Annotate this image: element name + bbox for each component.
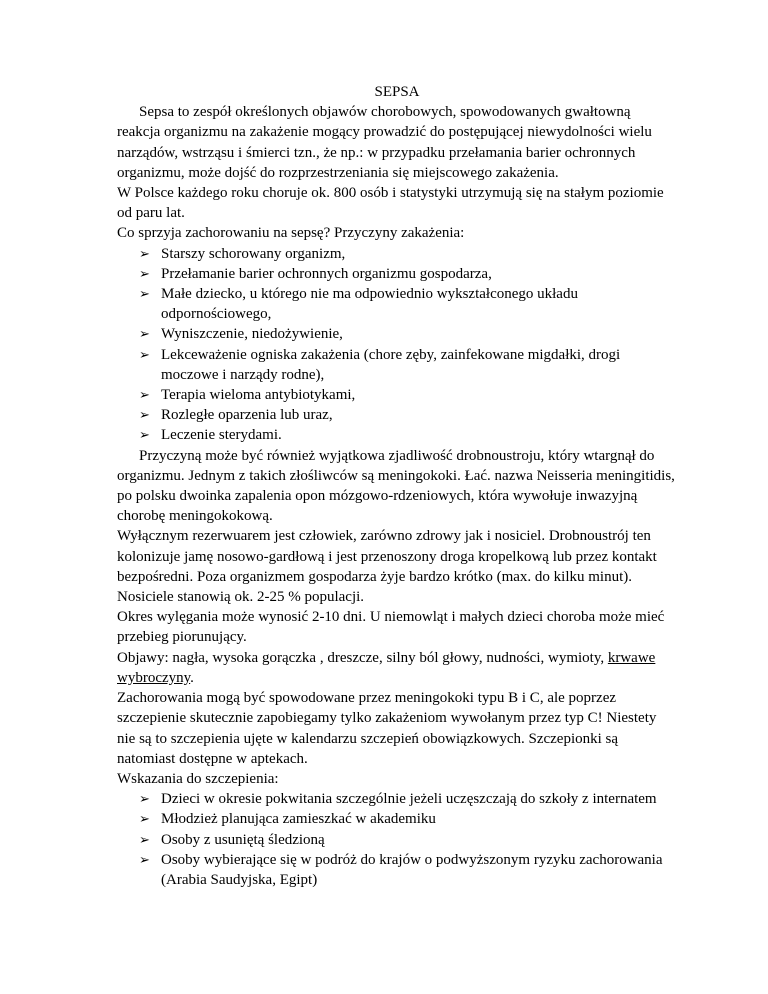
symptoms-text: Objawy: nagła, wysoka gorączka , dreszcze, silny ból głowy, nudności, wymioty, [117, 649, 608, 666]
arrow-bullet-icon: ➢ [139, 851, 150, 867]
list-item [139, 789, 677, 809]
indications-list [117, 789, 677, 890]
list-item [139, 809, 677, 829]
reservoir-paragraph: Wyłącznym rezerwuarem jest człowiek, zarówno zdrowy jak i nosiciel. Drobnoustrój ten kolonizuje jamę nosowo-gardłową i jest przenoszony droga kropelkową lub przez kontakt bezpośredni. Poza organizmem gospodarza żyje bardzo krótko (max. do kilku minut). [117, 528, 657, 585]
list-item-text: Dzieci w okresie pokwitania szczególnie jeżeli uczęszczają do szkoły z internatem [161, 791, 657, 808]
arrow-bullet-icon: ➢ [139, 811, 150, 827]
list-item-text: Osoby wybierające się w podróż do krajów o podwyższonym ryzyku zachorowania (Arabia Saudyjska, Egipt) [161, 851, 663, 888]
symptoms-paragraph [117, 648, 677, 688]
indications-title: Wskazania do szczepienia: [117, 770, 279, 787]
arrow-bullet-icon: ➢ [139, 286, 150, 302]
causes-list [117, 244, 677, 446]
list-item [139, 244, 677, 264]
list-item-text: Małe dziecko, u którego nie ma odpowiednio wykształconego układu odpornościowego, [161, 286, 578, 323]
arrow-bullet-icon: ➢ [139, 791, 150, 807]
list-item-text: Starszy schorowany organizm, [161, 245, 346, 262]
list-item-text: Wyniszczenie, niedożywienie, [161, 326, 343, 343]
virulence-paragraph: Przyczyną może być również wyjątkowa zjadliwość drobnoustroju, który wtargnął do organizmu. Jednym z takich złośliwców są meningokoki. Łać. nazwa Neisseria meningitidis, po polsku dwoinka zapalenia opon mózgowo-rdzeniowych, która wywołuje inwazyjną chorobę meningokokową. [117, 447, 675, 525]
arrow-bullet-icon: ➢ [139, 245, 150, 261]
arrow-bullet-icon: ➢ [139, 346, 150, 362]
list-item-text: Terapia wieloma antybiotykami, [161, 387, 356, 404]
list-item-text: Leczenie sterydami. [161, 427, 282, 444]
intro-paragraph: Sepsa to zespół określonych objawów chorobowych, spowodowanych gwałtowną reakcja organizmu na zakażenie mogący prowadzić do postępującej niewydolności wielu narządów, wstrząsu i śmierci tzn., że np.: w przypadku przełamania barier ochronnych organizmu, może dojść do rozprzestrzeniania się miejscowego zakażenia. [117, 104, 652, 181]
list-item [139, 850, 677, 890]
arrow-bullet-icon: ➢ [139, 831, 150, 847]
incubation-paragraph: Okres wylęgania może wynosić 2-10 dni. U niemowląt i małych dzieci choroba może mieć przebieg piorunujący. [117, 609, 665, 646]
statistics-paragraph: W Polsce każdego roku choruje ok. 800 osób i statystyki utrzymują się na stałym poziomie od paru lat. [117, 185, 664, 222]
list-item-text: Osoby z usuniętą śledzioną [161, 831, 325, 848]
arrow-bullet-icon: ➢ [139, 265, 150, 281]
symptoms-underlined-text: krwawe wybroczyny [117, 649, 656, 686]
list-item-text: Młodzież planująca zamieszkać w akademiku [161, 811, 436, 828]
list-item [139, 405, 677, 425]
list-item-text: Lekceważenie ogniska zakażenia (chore zęby, zainfekowane migdałki, drogi moczowe i narządy rodne), [161, 346, 621, 383]
arrow-bullet-icon: ➢ [139, 387, 150, 403]
vaccination-paragraph: Zachorowania mogą być spowodowane przez meningokoki typu B i C, ale poprzez szczepienie skutecznie zapobiegamy tylko zakażeniom wywołanym przez typ C! Niestety nie są to szczepienia ujęte w kalendarzu szczepień obowiązkowych. Szczepionki są natomiast dostępne w aptekach. [117, 690, 657, 767]
list-item-text: Przełamanie barier ochronnych organizmu gospodarza, [161, 265, 492, 282]
list-item-text: Rozległe oparzenia lub uraz, [161, 407, 333, 424]
carriers-paragraph: Nosiciele stanowią ok. 2-25 % populacji. [117, 589, 365, 606]
list-item [139, 830, 677, 850]
list-item [139, 385, 677, 405]
causes-question: Co sprzyja zachorowaniu na sepsę? Przyczyny zakażenia: [117, 225, 465, 242]
list-item [139, 345, 677, 385]
list-item [139, 284, 677, 324]
arrow-bullet-icon: ➢ [139, 326, 150, 342]
list-item [139, 425, 677, 445]
document-title: SEPSA [374, 84, 420, 100]
document-body [117, 82, 677, 890]
symptoms-suffix: . [190, 669, 194, 686]
list-item [139, 324, 677, 344]
arrow-bullet-icon: ➢ [139, 427, 150, 443]
arrow-bullet-icon: ➢ [139, 407, 150, 423]
list-item [139, 264, 677, 284]
